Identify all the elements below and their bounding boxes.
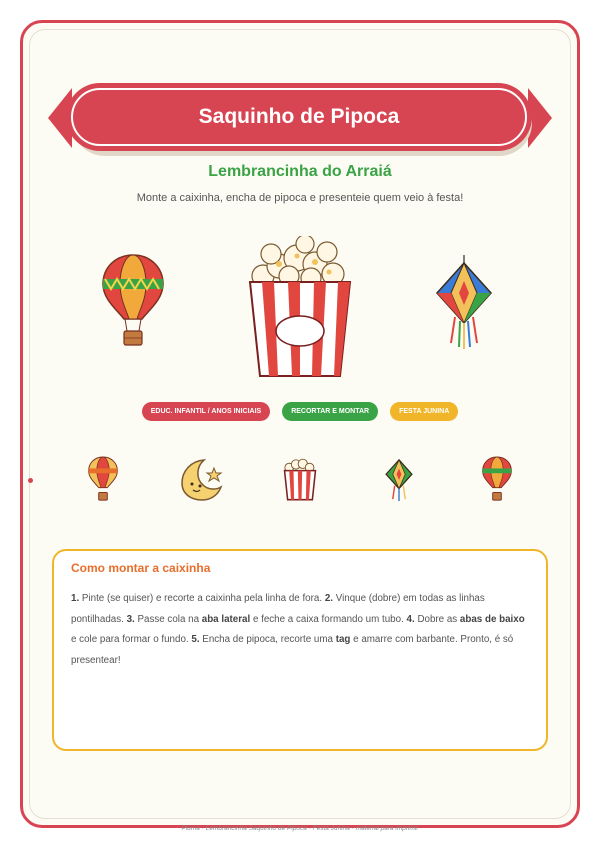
paper-lantern-icon bbox=[384, 456, 414, 502]
hot-air-balloon-icon bbox=[100, 253, 166, 349]
popcorn-box-icon bbox=[245, 236, 355, 382]
tag-level: EDUC. INFANTIL / ANOS INICIAIS bbox=[142, 402, 270, 421]
page-subtitle: Lembrancinha do Arraiá bbox=[208, 163, 392, 180]
hot-air-balloon-icon bbox=[481, 456, 513, 502]
moon-star-icon bbox=[178, 456, 224, 502]
tag-activity: RECORTAR E MONTAR bbox=[282, 402, 378, 421]
popcorn-box-icon bbox=[283, 456, 317, 502]
instructions-card bbox=[52, 549, 548, 751]
page-footer: Pluma · Lembrancinha Saquinho de Pipoca · Festa Junina · material para imprimir bbox=[181, 825, 419, 832]
title-banner bbox=[66, 83, 532, 151]
tagline: Monte a caixinha, encha de pipoca e presenteie quem veio à festa! bbox=[136, 192, 464, 204]
tag-list bbox=[0, 402, 600, 421]
paper-lantern-icon bbox=[433, 255, 495, 351]
tag-theme: FESTA JUNINA bbox=[390, 402, 458, 421]
hot-air-balloon-icon bbox=[87, 456, 119, 502]
instructions-title: Como montar a caixinha bbox=[71, 561, 211, 575]
instructions-text: 1. Pinte (se quiser) e recorte a caixinha pela linha de fora. 2. Vinque (dobre) em todas as linhas pontilhadas. 3. Passe cola na aba lateral e feche a caixa formando um tubo. 4. Dobre as abas de baixo e cole para formar o fundo. 5. Encha de pipoca, recorte uma tag e amarre com barbante. Pronto, é só presentear! bbox=[71, 593, 525, 666]
margin-dot bbox=[28, 478, 33, 483]
page-title: Saquinho de Pipoca bbox=[198, 105, 400, 128]
